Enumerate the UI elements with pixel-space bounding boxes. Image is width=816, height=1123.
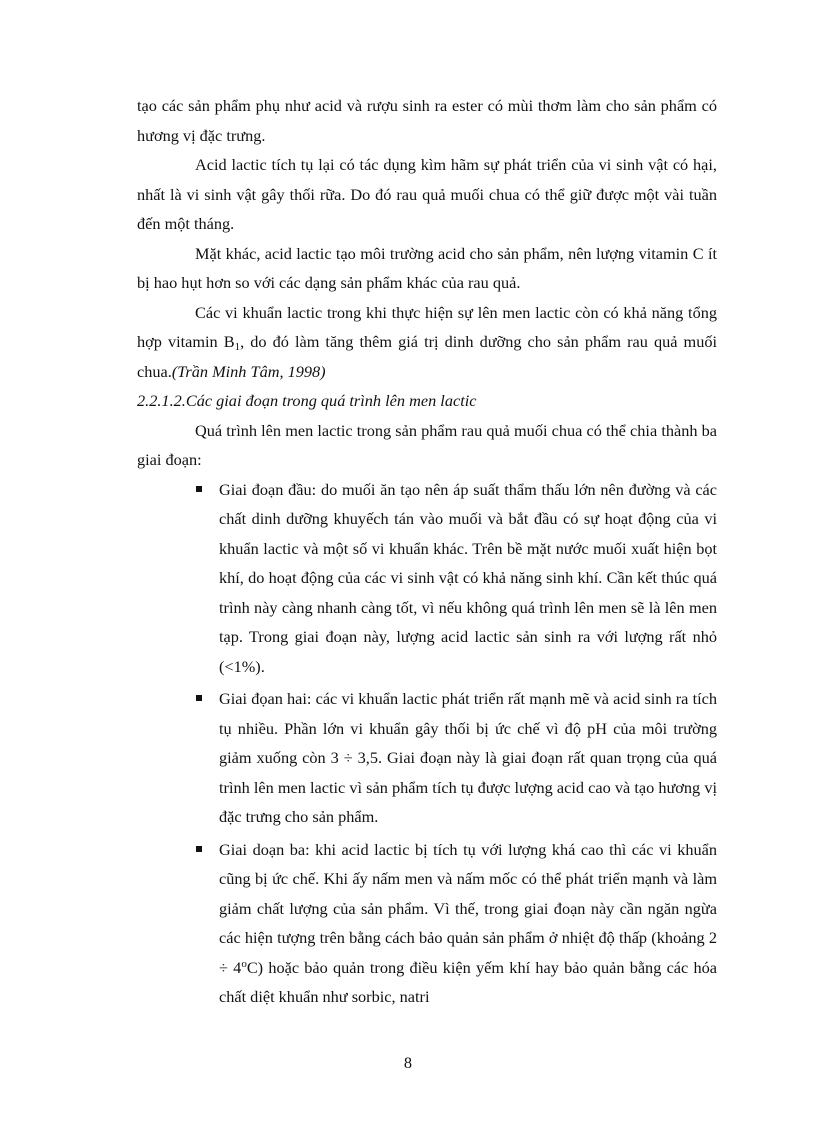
paragraph-vitamin-b1-text: Các vi khuẩn lactic trong khi thực hiện sự lên men lactic còn có khả năng tổng hợp vitamin B [137, 302, 717, 351]
paragraph-lactic-inhibition: Acid lactic tích tụ lại có tác dụng kìm hãm sự phát triển của vi sinh vật có hại, nhất là vi sinh vật gây thối rữa. Do đó rau quả muối chua có thể giữ được một vài tuần đến một tháng. [137, 155, 717, 233]
paragraph-vitamin-b1 [137, 298, 717, 387]
list-item-text [219, 840, 717, 1007]
list-item [219, 835, 717, 1012]
list-item [219, 684, 717, 832]
stages-list [137, 475, 717, 1012]
list-item-text: Giai đọan hai: các vi khuẩn lactic phát triển rất mạnh mẽ và acid sinh ra tích tụ nhiều. Phần lớn vi khuẩn gây thối bị ức chế vì độ pH của môi trường giảm xuống còn 3 ÷ 3,5. Giai đoạn này là giai đoạn rất quan trọng của quá trình lên men lactic vì sản phẩm tích tụ được lượng acid cao và tạo hương vị đặc trưng cho sản phẩm. [219, 689, 717, 826]
page-content [137, 91, 717, 1015]
square-bullet-icon [196, 846, 202, 852]
citation: (Trần Minh Tâm, 1998) [171, 361, 326, 381]
intro-paragraph: tạo các sản phẩm phụ như acid và rượu sinh ra ester có mùi thơm làm cho sản phẩm có hương vị đặc trưng. [137, 96, 717, 145]
paragraph-stages-intro: Quá trình lên men lactic trong sản phẩm rau quả muối chua có thể chia thành ba giai đoạn: [137, 420, 717, 469]
list-item-text: Giai đoạn đầu: do muối ăn tạo nên áp suất thẩm thấu lớn nên đường và các chất dinh dưỡng khuyếch tán vào muối và bắt đầu có sự hoạt động của vi khuẩn lactic và một số vi khuẩn khác. Trên bề mặt nước muối xuất hiện bọt khí, do hoạt động của các vi sinh vật có khả năng sinh khí. Cần kết thúc quá trình này càng nhanh càng tốt, vì nếu không quá trình lên men sẽ là lên men tạp. Trong giai đoạn này, lượng acid lactic sản sinh ra với lượng rất nhỏ (<1%). [219, 479, 717, 676]
paragraph-vitamin-b1-text-end: , do đó làm tăng thêm giá trị dinh dưỡng cho sản phẩm rau quả muối chua. [137, 332, 717, 381]
section-heading: 2.2.1.2.Các giai đoạn trong quá trình lên men lactic [137, 391, 477, 410]
square-bullet-icon [196, 486, 202, 492]
list-item [219, 475, 717, 682]
paragraph-vitamin-c: Mặt khác, acid lactic tạo môi trường acid cho sản phẩm, nên lượng vitamin C ít bị hao hụt hơn so với các dạng sản phẩm khác của rau quả. [137, 243, 717, 292]
square-bullet-icon [196, 695, 202, 701]
subscript-1: 1 [234, 341, 241, 353]
list-item-text-start: Giai doạn ba: khi acid lactic bị tích tụ với lượng khá cao thì các vi khuẩn cũng bị ức chế. Khi ấy nấm men và nấm mốc có thể phát triển mạnh và làm giảm chất lượng của sản phẩm. Vì thế, trong giai đoạn này cần ngăn ngừa các hiện tượng trên bằng cách bảo quản sản phẩm ở nhiệt độ thấp (khoảng 2 ÷ 4 [219, 839, 717, 977]
degree-superscript: o [241, 957, 247, 970]
list-item-text-end: C) hoặc bảo quản trong điều kiện yếm khí hay bảo quản bằng các hóa chất diệt khuẩn như sorbic, natri [219, 957, 717, 1006]
page-number: 8 [403, 1053, 413, 1072]
